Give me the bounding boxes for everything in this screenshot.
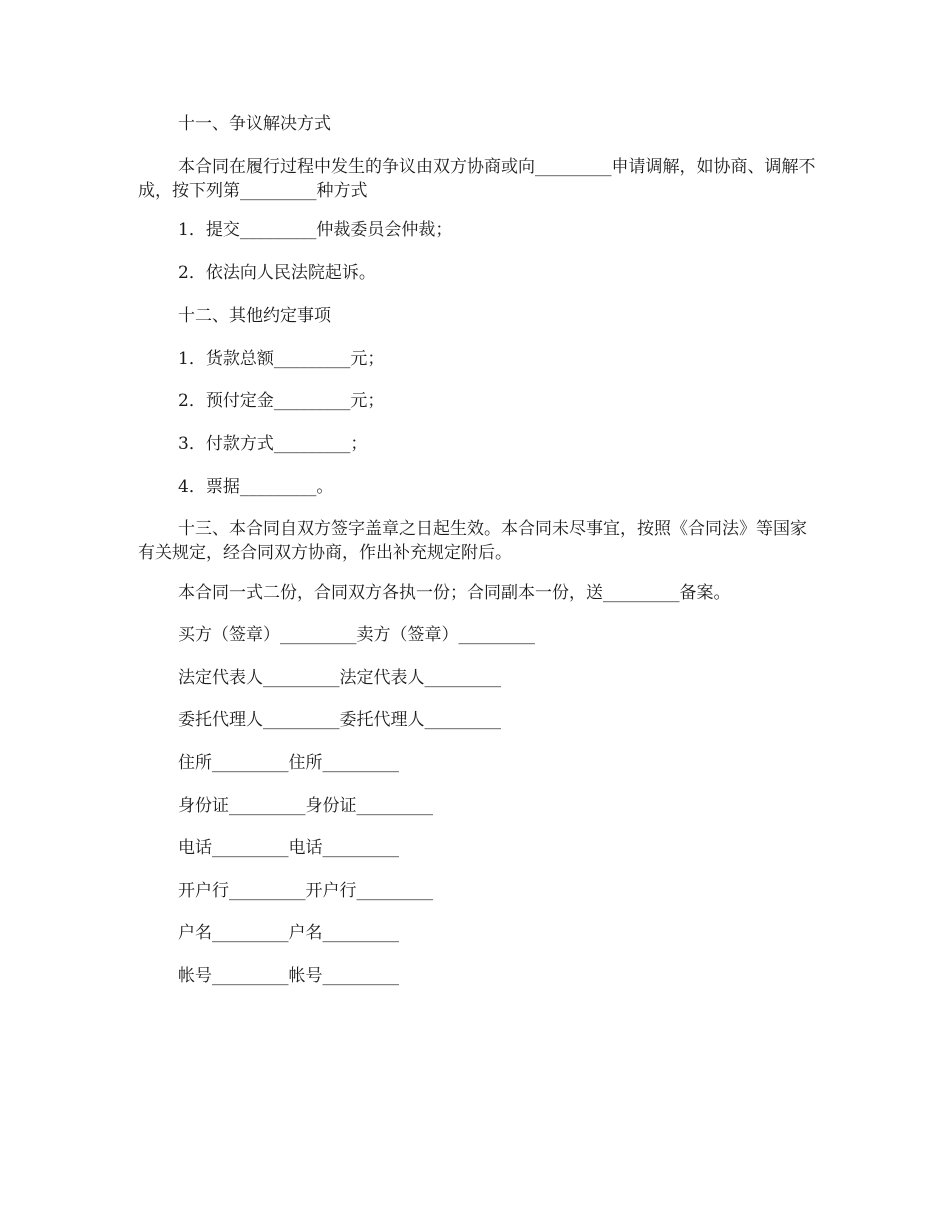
section-11-item-1: 1．提交_________仲裁委员会仲裁； <box>178 220 453 240</box>
section-12-item-2: 2．预付定金_________元； <box>178 391 385 411</box>
section-11-heading: 十一、争议解决方式 <box>178 114 331 134</box>
section-12-heading: 十二、其他约定事项 <box>178 306 331 326</box>
signature-line-agent: 委托代理人_________委托代理人_________ <box>178 710 501 730</box>
section-12-item-3: 3．付款方式_________； <box>178 434 368 454</box>
signature-line-address: 住所_________住所_________ <box>178 753 399 773</box>
section-12-item-1: 1．货款总额_________元； <box>178 349 385 369</box>
section-12-item-4: 4．票据_________。 <box>178 477 334 497</box>
section-11-item-2: 2．依法向人民法院起诉。 <box>178 263 376 283</box>
signature-line-buyer-seller: 买方（签章）_________卖方（签章）_________ <box>178 625 535 645</box>
signature-line-phone: 电话_________电话_________ <box>178 838 399 858</box>
signature-line-bank: 开户行_________开户行_________ <box>178 881 433 901</box>
section-11-body: 本合同在履行过程中发生的争议由双方协商或向_________申请调解，如协商、调解不成，按下列第_________种方式 <box>138 157 816 201</box>
signature-line-account-number: 帐号_________帐号_________ <box>178 966 399 986</box>
signature-line-legal-rep: 法定代表人_________法定代表人_________ <box>178 668 501 688</box>
signature-line-account-name: 户名_________户名_________ <box>178 923 399 943</box>
section-13-body: 十三、本合同自双方签字盖章之日起生效。本合同未尽事宜，按照《合同法》等国家有关规定，经合同双方协商，作出补充规定附后。 <box>138 519 807 563</box>
signature-line-id-card: 身份证_________身份证_________ <box>178 796 433 816</box>
copies-text: 本合同一式二份，合同双方各执一份；合同副本一份，送_________备案。 <box>178 583 731 603</box>
